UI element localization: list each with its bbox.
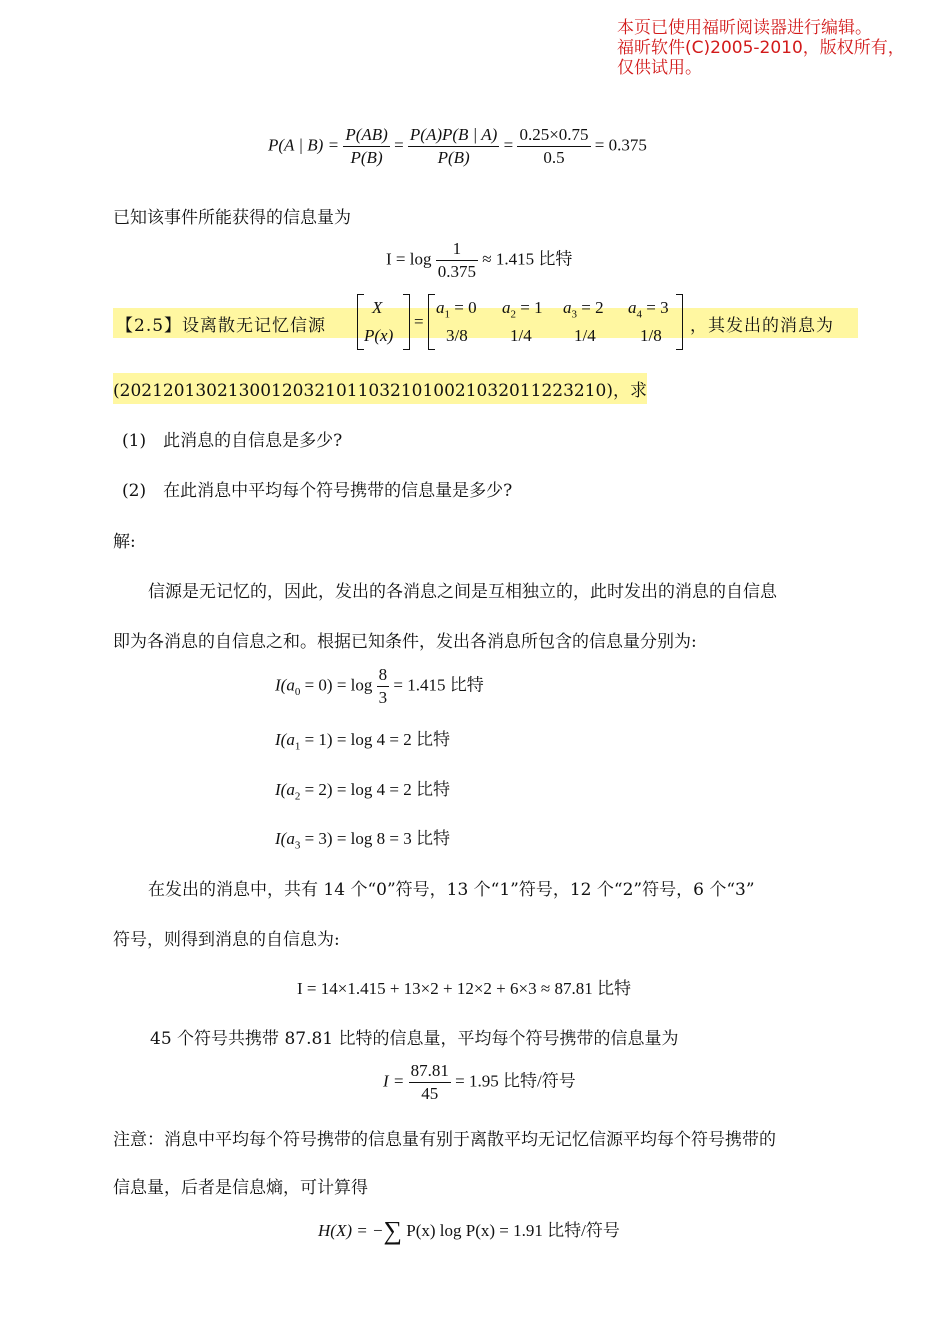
eq1-f3-denominator: 0.5: [543, 148, 565, 167]
problem-tag: 【2.5】设离散无记忆信源: [116, 316, 327, 336]
equation-a3: $I(a_3 = 3) = \log 8 = 3$ 比特: [275, 829, 450, 852]
eq1-fraction-3: [517, 124, 590, 169]
problem-message: (202120130213001203210110321010021032011223210)，求: [113, 373, 647, 404]
matrix2-p2: 1/4: [510, 326, 532, 345]
question-2: (2) 在此消息中平均每个符号携带的信息量是多少?: [122, 481, 513, 501]
matrix2-p4: 1/8: [640, 326, 662, 345]
equation-average: I = $\frac{87.81}{45}$ = 1.95 比特/符号: [383, 1061, 576, 1103]
eq2-lhs: I = log: [386, 249, 432, 269]
watermark-line-3: 仅供试用。: [617, 58, 702, 78]
eq1-f1-denominator: P(B): [350, 148, 383, 167]
problem-tail: ，其发出的消息为: [690, 316, 834, 336]
eq1-f2-denominator: P(B): [437, 148, 470, 167]
eq2-result: ≈ 1.415 比特: [482, 249, 573, 269]
eq1-lhs: P(A | B) =: [268, 135, 340, 155]
matrix2-left-bracket: [428, 294, 435, 350]
matrix1-bottom: P(x): [364, 326, 394, 345]
paragraph-3: 45 个符号共携带 87.81 比特的信息量，平均每个符号携带的信息量为: [150, 1029, 679, 1049]
equation-conditional-probability: P(A | B) = $\frac{P(AB)}{P(B)}$ = $\frac{P(A)P(B | A)}{P(B)}$ = $\frac{0.25\times 0.75}{0.5}$ = 0.375: [268, 125, 647, 167]
eq1-fraction-2: [408, 124, 499, 169]
paragraph-1-line-1: 信源是无记忆的，因此，发出的各消息之间是互相独立的，此时发出的消息的自信息: [148, 582, 777, 602]
paragraph-1-line-2: 即为各消息的自信息之和。根据已知条件，发出各消息所包含的信息量分别为:: [113, 632, 697, 652]
matrix2-a1: $a_1 = 0$: [436, 298, 477, 321]
eq1-f1-numerator: P(AB): [343, 124, 389, 147]
matrix2-p1: 3/8: [446, 326, 468, 345]
matrix1-left-bracket: [357, 294, 364, 350]
eq1-f2-numerator: P(A)P(B | A): [408, 124, 499, 147]
solution-label: 解:: [113, 532, 136, 552]
equation-a0: $I(a_0 = 0) = \log$ $\frac{8}{3}$ = 1.415 比特: [275, 665, 484, 707]
question-1: (1) 此消息的自信息是多少?: [122, 431, 343, 451]
equation-total-information: I = 14×1.415 + 13×2 + 12×2 + 6×3 ≈ 87.81 比特: [297, 979, 631, 998]
note-line-1: 注意：消息中平均每个符号携带的信息量有别于离散平均无记忆信源平均每个符号携带的: [113, 1130, 776, 1150]
matrix2-p3: 1/4: [574, 326, 596, 345]
matrix2-a4: $a_4 = 3$: [628, 298, 669, 321]
eqa0-fraction: $\frac{8}{3}$: [378, 665, 388, 707]
matrix-equals: =: [414, 312, 424, 331]
eq1-f3-numerator: 0.25×0.75: [517, 124, 590, 147]
matrix2-a2: $a_2 = 1$: [502, 298, 543, 321]
eq-avg-fraction: $\frac{87.81}{45}$: [410, 1061, 449, 1103]
equation-a2: $I(a_2 = 2) = \log 4 = 2$ 比特: [275, 780, 450, 803]
equation-a1: $I(a_1 = 1) = \log 4 = 2$ 比特: [275, 730, 450, 753]
matrix1-top: X: [372, 298, 383, 317]
equation-information: [386, 238, 572, 283]
eq2-denominator: 0.375: [437, 262, 476, 281]
eq1-result: = 0.375: [594, 135, 647, 155]
note-line-2: 信息量，后者是信息熵，可计算得: [113, 1178, 368, 1198]
eq2-fraction: [436, 238, 478, 283]
watermark-line-1: 本页已使用福昕阅读器进行编辑。: [617, 18, 872, 38]
equation-entropy: H(X) = −∑ P(x) log P(x) = 1.91 比特/符号: [318, 1216, 620, 1245]
matrix1-right-bracket: [403, 294, 410, 350]
eq1-fraction-1: [343, 124, 389, 169]
watermark-notice: [617, 18, 905, 78]
watermark-line-2: 福昕软件(C)2005-2010，版权所有，: [617, 38, 905, 58]
paragraph-known-info: 已知该事件所能获得的信息量为: [113, 208, 351, 228]
paragraph-2-line-1: 在发出的消息中，共有 14 个“0”符号，13 个“1”符号，12 个“2”符号，6 个“3”: [148, 880, 755, 900]
eq2-numerator: 1: [436, 238, 478, 261]
paragraph-2-line-2: 符号，则得到消息的自信息为:: [113, 930, 340, 950]
matrix2-right-bracket: [676, 294, 683, 350]
matrix2-a3: $a_3 = 2$: [563, 298, 604, 321]
